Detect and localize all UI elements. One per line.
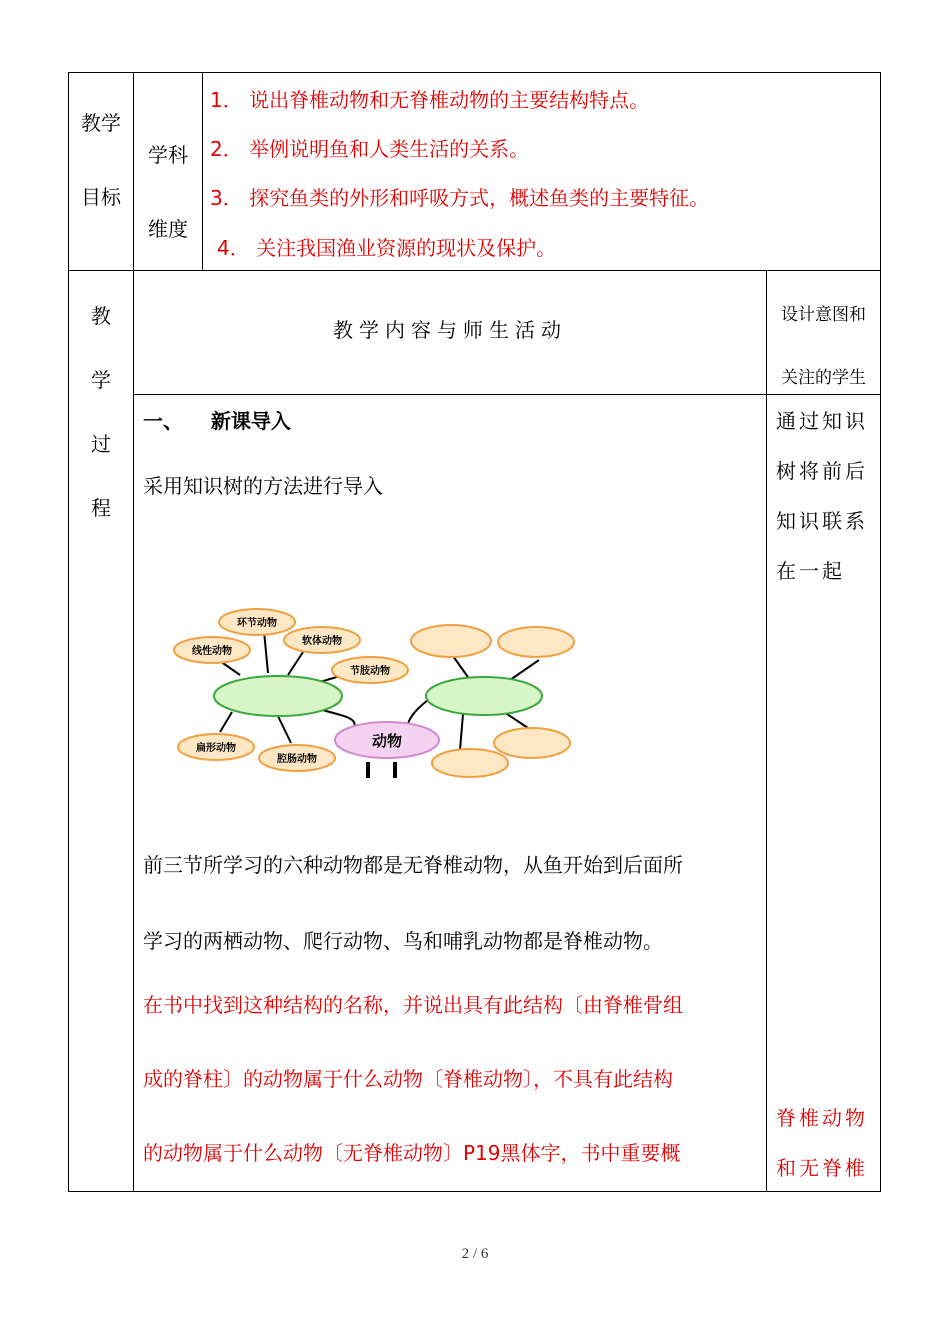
- tree-leaf-label: 节肢动物: [350, 666, 390, 677]
- tree-leaf-label: 软体动物: [302, 636, 342, 647]
- tree-leaf-label: 线性动物: [192, 646, 232, 657]
- task-paragraph-line3: 的动物属于什么动物〔无脊椎动物〕P19黑体字，书中重要概: [143, 1141, 681, 1165]
- table-border-left: [68, 72, 69, 1192]
- table-border-right: [880, 72, 881, 1192]
- dimension-label-line2: 维度: [148, 217, 188, 241]
- side-note-red-line1: 脊椎动物: [776, 1106, 868, 1130]
- dimension-label-line1: 学科: [148, 143, 188, 167]
- tree-root-label: 动物: [371, 732, 403, 750]
- task-paragraph-line2: 成的脊柱〕的动物属于什么动物〔脊椎动物〕，不具有此结构: [143, 1067, 673, 1091]
- task-paragraph-line1: 在书中找到这种结构的名称，并说出具有此结构〔由脊椎骨组: [143, 993, 683, 1017]
- side-note-line4: 在一起: [776, 559, 845, 583]
- objective-item-4: 4． 关注我国渔业资源的现状及保护。: [217, 236, 557, 260]
- section-title: 一、 新课导入: [143, 409, 291, 433]
- section-method: 采用知识树的方法进行导入: [143, 474, 383, 498]
- objectives-label-line2: 目标: [81, 185, 121, 209]
- process-label-3: 过: [91, 432, 111, 456]
- tree-leaf-label: 环节动物: [237, 618, 277, 629]
- content-header: 教学内容与师生活动: [333, 318, 567, 342]
- table-border-top: [68, 72, 881, 73]
- tree-leaf-label: 腔肠动物: [277, 754, 317, 765]
- side-header-line1: 设计意图和: [781, 305, 866, 325]
- body-paragraph-line1: 前三节所学习的六种动物都是无脊椎动物，从鱼开始到后面所: [143, 853, 683, 877]
- page-number: 2 / 6: [461, 1246, 489, 1262]
- objectives-label-line1: 教学: [81, 111, 121, 135]
- table-border-row2: [68, 270, 881, 271]
- objectives-row-label: [70, 86, 132, 234]
- side-header: [767, 284, 880, 410]
- tree-leaf-label: 扁形动物: [196, 743, 236, 754]
- process-row-label: [70, 284, 132, 540]
- process-label-1: 教: [91, 304, 111, 328]
- knowledge-tree-diagram: [160, 600, 590, 785]
- side-header-line2: 关注的学生: [781, 368, 866, 388]
- body-paragraph-line2: 学习的两栖动物、爬行动物、鸟和哺乳动物都是脊椎动物。: [143, 929, 663, 953]
- objective-item-3: 3． 探究鱼类的外形和呼吸方式，概述鱼类的主要特征。: [210, 186, 710, 210]
- side-note-red-line2: 和无脊椎: [776, 1156, 868, 1180]
- dimension-label: [134, 118, 202, 266]
- side-note-line3: 知识联系: [776, 509, 868, 533]
- table-border-dim: [202, 72, 203, 270]
- side-note-line1: 通过知识: [776, 409, 868, 433]
- objective-item-1: 1． 说出脊椎动物和无脊椎动物的主要结构特点。: [210, 88, 650, 112]
- table-border-bottom: [68, 1191, 881, 1192]
- process-label-4: 程: [91, 496, 111, 520]
- side-note-line2: 树将前后: [776, 459, 868, 483]
- objective-item-2: 2． 举例说明鱼和人类生活的关系。: [210, 137, 530, 161]
- process-label-2: 学: [91, 368, 111, 392]
